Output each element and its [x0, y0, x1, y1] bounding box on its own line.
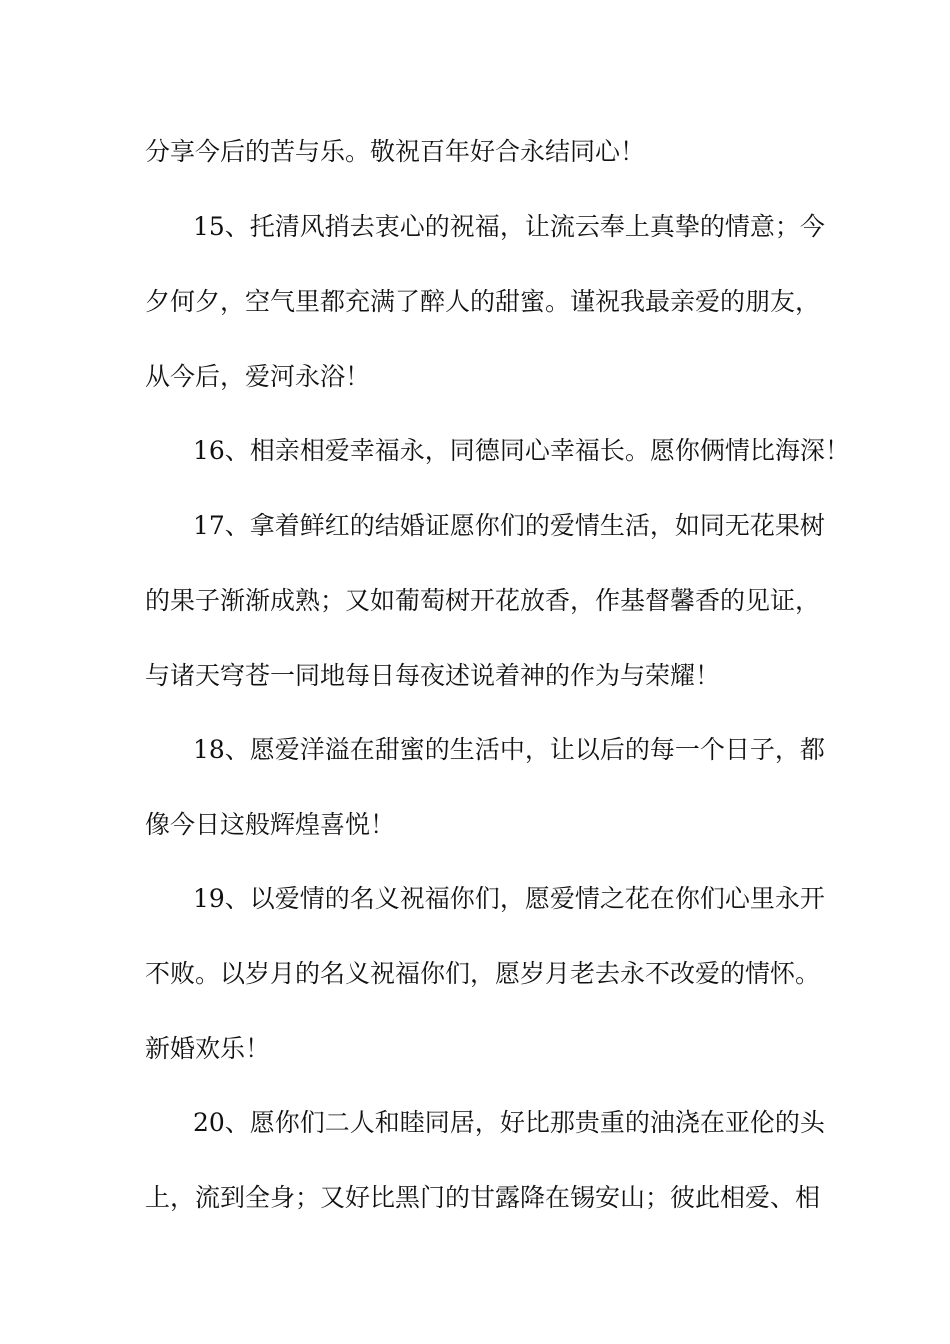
text-line: 20、愿你们二人和睦同居，好比那贵重的油浇在亚伦的头	[193, 1108, 825, 1137]
text-line: 与诸天穹苍一同地每日每夜述说着神的作为与荣耀！	[145, 661, 721, 690]
text-line: 分享今后的苦与乐。敬祝百年好合永结同心！	[145, 137, 646, 166]
text-line: 像今日这般辉煌喜悦！	[145, 810, 396, 839]
text-line: 上，流到全身；又好比黑门的甘露降在锡安山；彼此相爱、相	[145, 1183, 821, 1212]
text-line: 夕何夕，空气里都充满了醉人的甜蜜。谨祝我最亲爱的朋友，	[145, 287, 821, 316]
text-line: 19、以爱情的名义祝福你们，愿爱情之花在你们心里永开	[193, 884, 825, 913]
text-line: 15、托清风捎去衷心的祝福，让流云奉上真挚的情意；今	[193, 212, 825, 241]
text-line: 17、拿着鲜红的结婚证愿你们的爱情生活，如同无花果树	[193, 511, 825, 540]
text-line: 的果子渐渐成熟；又如葡萄树开花放香，作基督馨香的见证，	[145, 586, 821, 615]
text-line: 新婚欢乐！	[145, 1034, 271, 1063]
text-line: 18、愿爱洋溢在甜蜜的生活中，让以后的每一个日子，都	[193, 735, 825, 764]
text-line: 不败。以岁月的名义祝福你们，愿岁月老去永不改爱的情怀。	[145, 959, 821, 988]
text-line: 16、相亲相爱幸福永，同德同心幸福长。愿你俩情比海深！	[193, 436, 850, 465]
text-line: 从今后，爱河永浴！	[145, 362, 371, 391]
